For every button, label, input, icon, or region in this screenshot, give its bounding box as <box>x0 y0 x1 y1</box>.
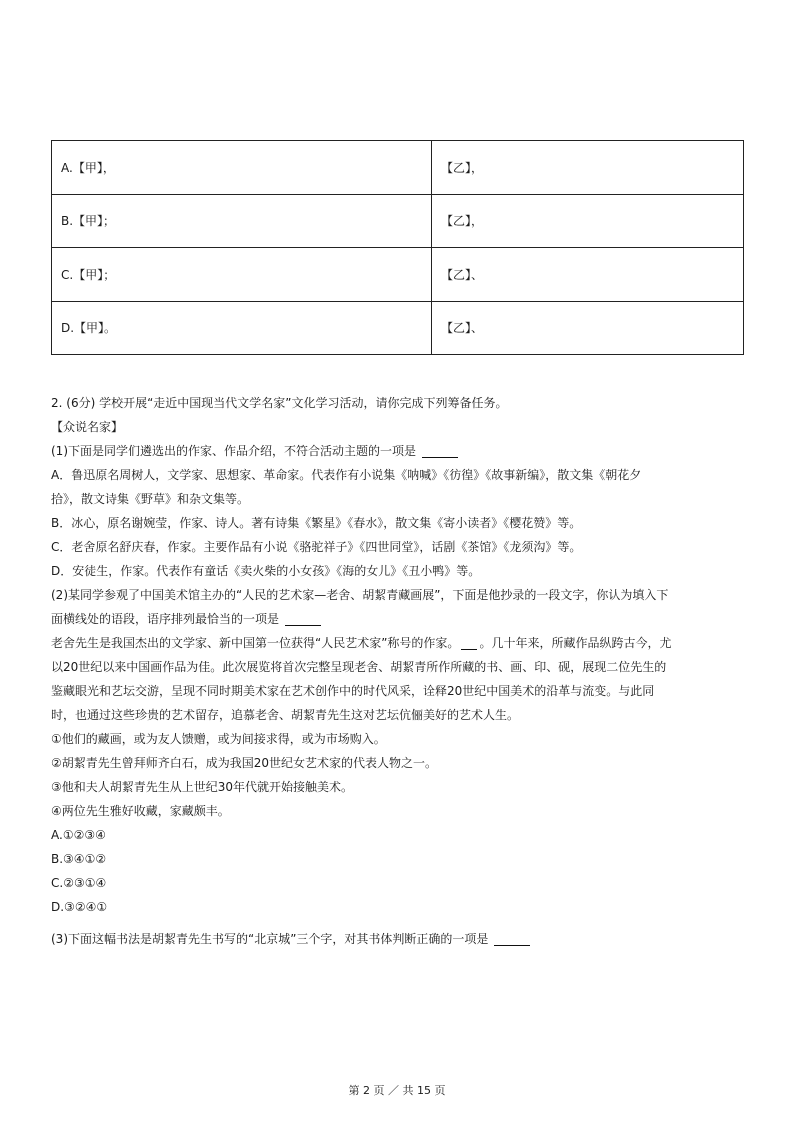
page-footer: 第 2 页 ／ 共 15 页 <box>348 1084 446 1097</box>
option-line: B．冰心，原名谢婉莹，作家、诗人。著有诗集《繁星》《春水》，散文集《寄小读者》《樱花赞》等。 <box>51 516 582 530</box>
statement-item: ④两位先生雅好收藏，家藏颇丰。 <box>51 804 230 818</box>
passage-line <box>51 635 751 651</box>
table-cell-c-right: 【乙】、 <box>432 248 744 302</box>
question-header: 2. (6分) 学校开展“走近中国现当代文学名家”文化学习活动，请你完成下列筹备任务。 <box>51 396 508 410</box>
table-cell-b-left: B.【甲】； <box>52 194 432 248</box>
table-row <box>52 301 744 355</box>
table-row <box>52 141 744 195</box>
table-cell-c-left: C.【甲】； <box>52 248 432 302</box>
passage-text: 。几十年来，所藏作品纵跨古今，尤 <box>479 636 672 650</box>
section-title: 【众说名家】 <box>51 420 124 434</box>
table-cell-a-left: A.【甲】， <box>52 141 432 195</box>
sub-question-2-prompt-line1: (2)某同学参观了中国美术馆主办的“人民的艺术家—老舍、胡絜青藏画展”，下面是他抄录的一段文字，你认为填入下 <box>51 588 669 602</box>
answer-option: C.②③①④ <box>51 876 107 890</box>
answer-blank <box>285 613 321 626</box>
fill-blank <box>461 637 477 650</box>
passage-text: 老舍先生是我国杰出的文学家、新中国第一位获得“人民艺术家”称号的作家。 <box>51 636 460 650</box>
statement-item: ②胡絜青先生曾拜师齐白石，成为我国20世纪女艺术家的代表人物之一。 <box>51 756 438 770</box>
sub-question-2-prompt-line2: 面横线处的语段，语序排列最恰当的一项是 <box>51 612 280 626</box>
answer-blank <box>494 933 530 946</box>
statement-item: ①他们的藏画，或为友人馈赠，或为间接求得，或为市场购入。 <box>51 732 386 746</box>
passage-line: 以20世纪以来中国画作品为佳。此次展览将首次完整呈现老舍、胡絜青所作所藏的书、画、印、砚，展现二位先生的 <box>51 660 667 674</box>
table-cell-d-right: 【乙】、 <box>432 301 744 355</box>
table-row <box>52 248 744 302</box>
answer-option: A.①②③④ <box>51 828 106 842</box>
passage-line: 时，也通过这些珍贵的艺术留存，追慕老舍、胡絜青先生这对艺坛伉俪美好的艺术人生。 <box>51 708 520 722</box>
table-cell-b-right: 【乙】， <box>432 194 744 248</box>
sub-question-1-prompt: (1)下面是同学们遴选出的作家、作品介绍，不符合活动主题的一项是 <box>51 444 417 458</box>
answer-option: D.③②④① <box>51 900 108 914</box>
option-line: C．老舍原名舒庆春，作家。主要作品有小说《骆驼祥子》《四世同堂》，话剧《茶馆》《龙须沟》等。 <box>51 540 582 554</box>
answer-blank <box>422 445 458 458</box>
sub-question-2 <box>51 611 751 627</box>
sub-question-3 <box>51 931 751 947</box>
sub-question-1 <box>51 443 751 459</box>
passage-line: 鉴藏眼光和艺坛交游，呈现不同时期美术家在艺术创作中的时代风采，诠释20世纪中国美术的沿革与流变。与此同 <box>51 684 655 698</box>
option-line: D．安徒生，作家。代表作有童话《卖火柴的小女孩》《海的女儿》《丑小鸭》等。 <box>51 564 481 578</box>
answer-option: B.③④①② <box>51 852 107 866</box>
option-line: A．鲁迅原名周树人，文学家、思想家、革命家。代表作有小说集《呐喊》《彷徨》《故事新编》，散文集《朝花夕 <box>51 468 642 482</box>
table-cell-d-left: D.【甲】。 <box>52 301 432 355</box>
options-table <box>51 140 744 355</box>
statement-item: ③他和夫人胡絜青先生从上世纪30年代就开始接触美术。 <box>51 780 354 794</box>
option-line: 拾》，散文诗集《野草》和杂文集等。 <box>51 492 250 506</box>
table-row <box>52 194 744 248</box>
table-cell-a-right: 【乙】， <box>432 141 744 195</box>
sub-question-3-prompt: (3)下面这幅书法是胡絜青先生书写的“北京城”三个字，对其书体判断正确的一项是 <box>51 932 489 946</box>
